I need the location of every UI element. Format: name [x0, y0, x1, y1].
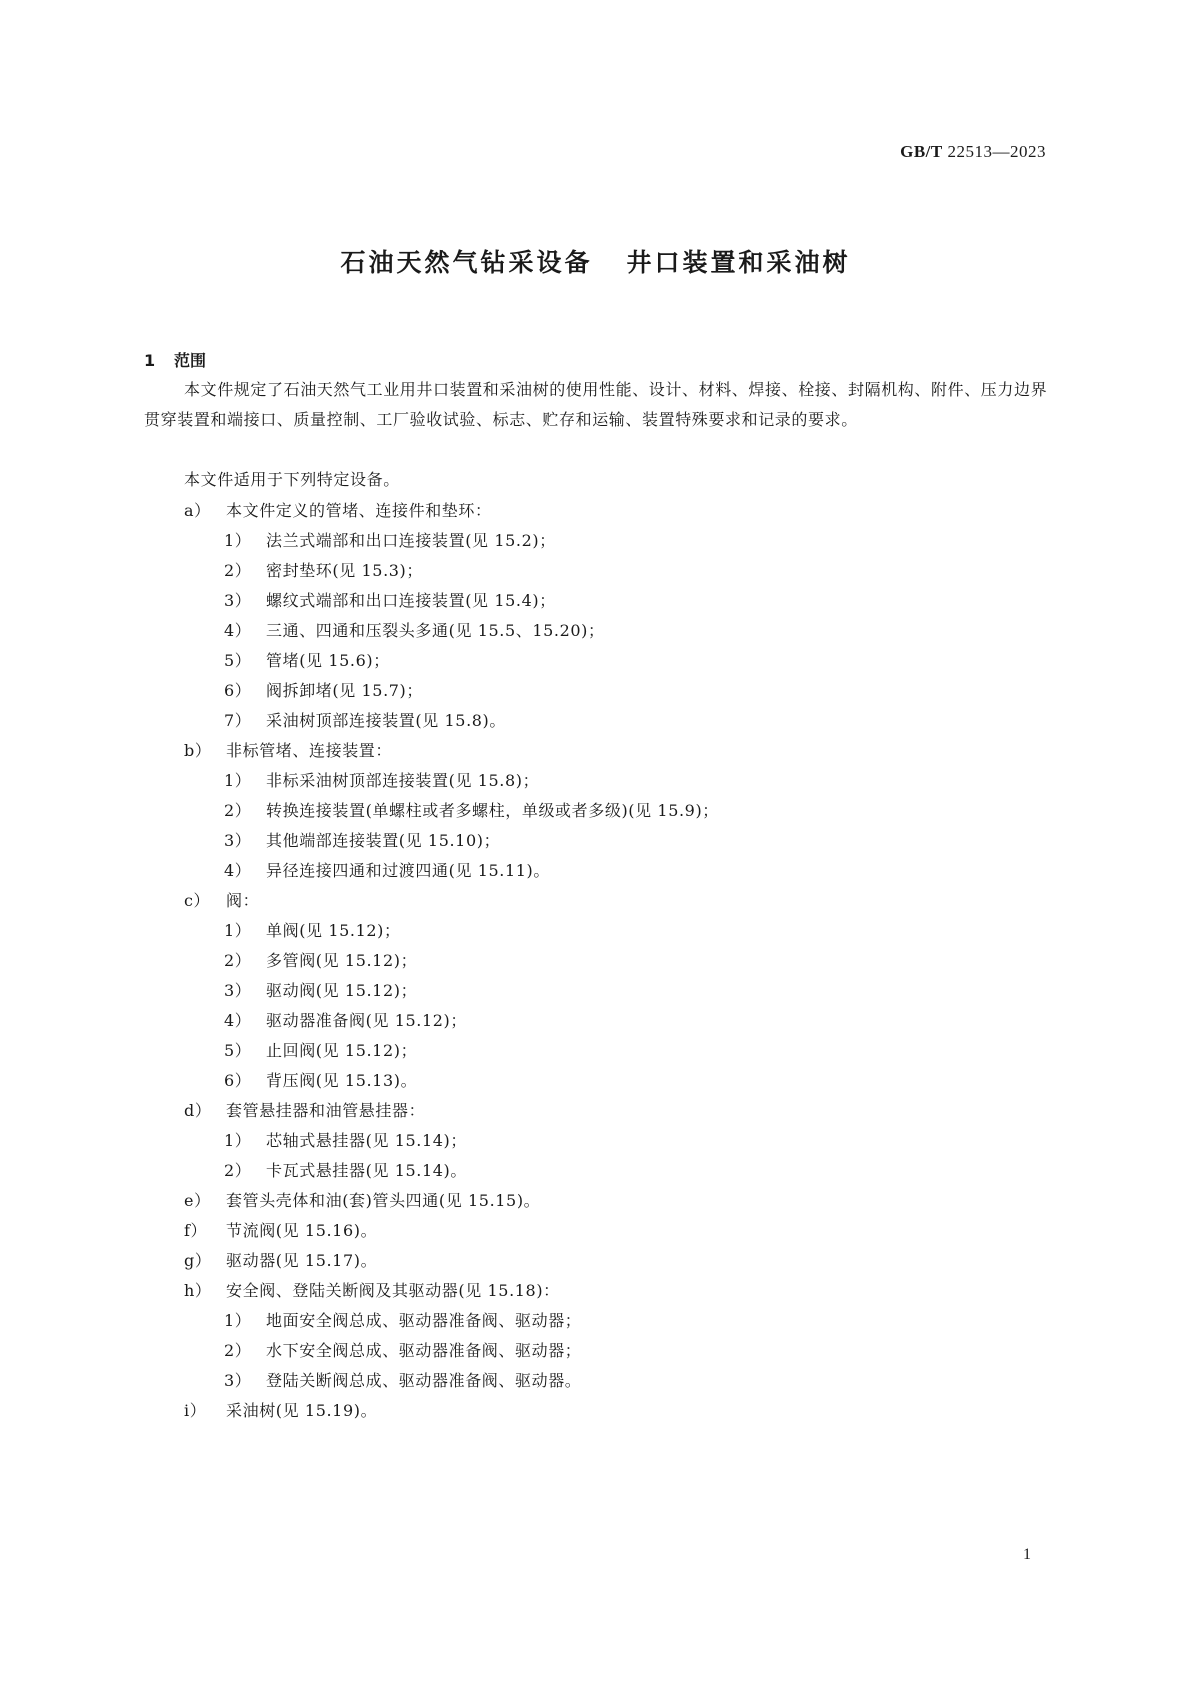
section-heading: 1 范围: [144, 351, 207, 370]
list-subitem: 3） 登陆关断阀总成、驱动器准备阀、驱动器。: [224, 1371, 582, 1390]
list-item-a: a） 本文件定义的管堵、连接件和垫环：: [184, 501, 492, 520]
list-subitem: 3） 螺纹式端部和出口连接装置(见 15.4)；: [224, 591, 556, 610]
list-subitem: 6） 背压阀(见 15.13)。: [224, 1071, 418, 1090]
list-subitem: 1） 地面安全阀总成、驱动器准备阀、驱动器；: [224, 1311, 582, 1330]
list-item-d: d） 套管悬挂器和油管悬挂器：: [184, 1101, 426, 1120]
list-subitem: 5） 管堵(见 15.6)；: [224, 651, 390, 670]
list-subitem: 4） 异径连接四通和过渡四通(见 15.11)。: [224, 861, 550, 880]
list-item-i: i） 采油树(见 15.19)。: [184, 1401, 378, 1420]
list-subitem: 2） 多管阀(见 15.12)；: [224, 951, 418, 970]
list-item-g: g） 驱动器(见 15.17)。: [184, 1251, 378, 1270]
list-item-h: h） 安全阀、登陆关断阀及其驱动器(见 15.18)：: [184, 1281, 560, 1300]
list-subitem: 7） 采油树顶部连接装置(见 15.8)。: [224, 711, 506, 730]
list-subitem: 1） 非标采油树顶部连接装置(见 15.8)；: [224, 771, 540, 790]
list-item-b: b） 非标管堵、连接装置：: [184, 741, 393, 760]
list-subitem: 1） 单阀(见 15.12)；: [224, 921, 401, 940]
list-subitem: 4） 驱动器准备阀(见 15.12)；: [224, 1011, 467, 1030]
list-subitem: 2） 卡瓦式悬挂器(见 15.14)。: [224, 1161, 467, 1180]
document-title: 石油天然气钻采设备 井口装置和采油树: [340, 248, 851, 277]
applicability-paragraph: 本文件适用于下列特定设备。: [184, 470, 400, 489]
list-item-e: e） 套管头壳体和油(套)管头四通(见 15.15)。: [184, 1191, 541, 1210]
page-number: 1: [1023, 1546, 1031, 1563]
list-item-f: f） 节流阀(见 15.16)。: [184, 1221, 378, 1240]
list-subitem: 4） 三通、四通和压裂头多通(见 15.5、15.20)；: [224, 621, 605, 640]
list-subitem: 1） 法兰式端部和出口连接装置(见 15.2)；: [224, 531, 556, 550]
list-subitem: 1） 芯轴式悬挂器(见 15.14)；: [224, 1131, 467, 1150]
list-subitem: 2） 水下安全阀总成、驱动器准备阀、驱动器；: [224, 1341, 582, 1360]
list-subitem: 6） 阀拆卸堵(见 15.7)；: [224, 681, 423, 700]
list-subitem: 3） 驱动阀(见 15.12)；: [224, 981, 418, 1000]
list-subitem: 2） 密封垫环(见 15.3)；: [224, 561, 423, 580]
list-subitem: 3） 其他端部连接装置(见 15.10)；: [224, 831, 501, 850]
list-subitem: 5） 止回阀(见 15.12)；: [224, 1041, 418, 1060]
scope-paragraph: 本文件规定了石油天然气工业用井口装置和采油树的使用性能、设计、材料、焊接、栓接、封隔机构、附件、压力边界贯穿装置和端接口、质量控制、工厂验收试验、标志、贮存和运输、装置特殊要求和记录的要求。: [144, 380, 1048, 429]
list-subitem: 2） 转换连接装置(单螺柱或者多螺柱，单级或者多级)(见 15.9)；: [224, 801, 719, 820]
list-item-c: c） 阀：: [184, 891, 260, 910]
standard-number: GB/T 22513—2023: [900, 142, 1046, 161]
